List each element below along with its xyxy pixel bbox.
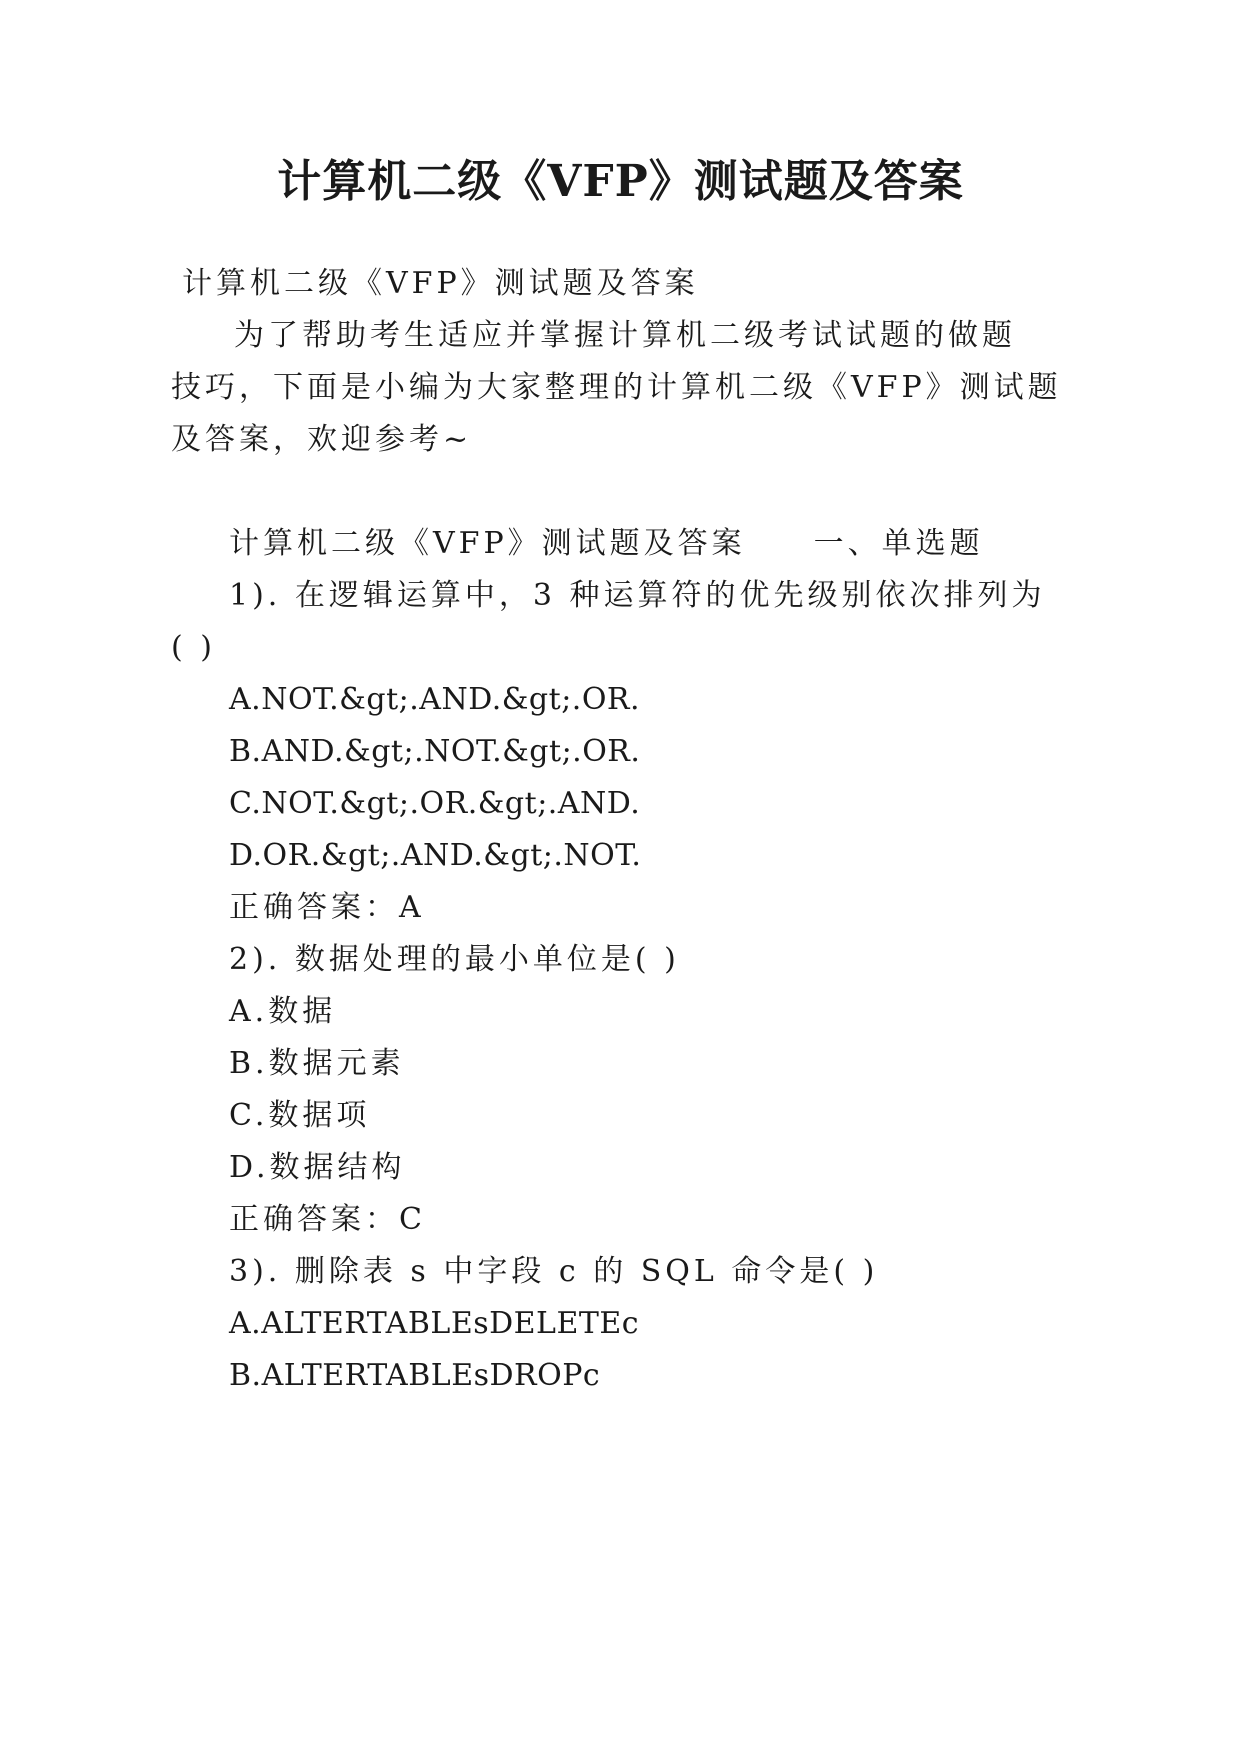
question-1-text-cont: ( ) (171, 630, 216, 665)
section-heading (229, 522, 984, 566)
intro-line-1: 为了帮助考生适应并掌握计算机二级考试试题的做题 (234, 318, 1016, 353)
question-1-option-c: C.NOT.&gt;.OR.&gt;.AND. (229, 786, 641, 821)
question-1-option-d: D.OR.&gt;.AND.&gt;.NOT. (229, 838, 642, 873)
question-1-text: 1). 在逻辑运算中，3 种运算符的优先级别依次排列为 (229, 578, 1046, 613)
document-title: 计算机二级《VFP》测试题及答案 (277, 156, 964, 207)
question-2-text: 2). 数据处理的最小单位是( ) (229, 942, 680, 977)
document-subtitle: 计算机二级《VFP》测试题及答案 (182, 266, 699, 301)
intro-line-3: 及答案，欢迎参考~ (171, 422, 473, 457)
question-2-option-a: A.数据 (229, 994, 337, 1029)
question-3-option-b: B.ALTERTABLEsDROPc (229, 1358, 601, 1393)
section-heading-title: 计算机二级《VFP》测试题及答案 (229, 526, 746, 561)
section-heading-category: 一、单选题 (813, 526, 984, 561)
intro-line-2: 技巧，下面是小编为大家整理的计算机二级《VFP》测试题 (171, 370, 1062, 405)
question-1-answer: 正确答案：A (229, 890, 425, 925)
question-2-answer: 正确答案：C (229, 1202, 426, 1237)
question-2-option-b: B.数据元素 (229, 1046, 405, 1081)
question-3-text: 3). 删除表 s 中字段 c 的 SQL 命令是( ) (229, 1254, 879, 1289)
question-1-option-a: A.NOT.&gt;.AND.&gt;.OR. (229, 682, 641, 717)
question-3-option-a: A.ALTERTABLEsDELETEc (229, 1306, 640, 1341)
question-2-option-c: C.数据项 (229, 1098, 371, 1133)
question-1-option-b: B.AND.&gt;.NOT.&gt;.OR. (229, 734, 641, 769)
question-2-option-d: D.数据结构 (229, 1150, 406, 1185)
